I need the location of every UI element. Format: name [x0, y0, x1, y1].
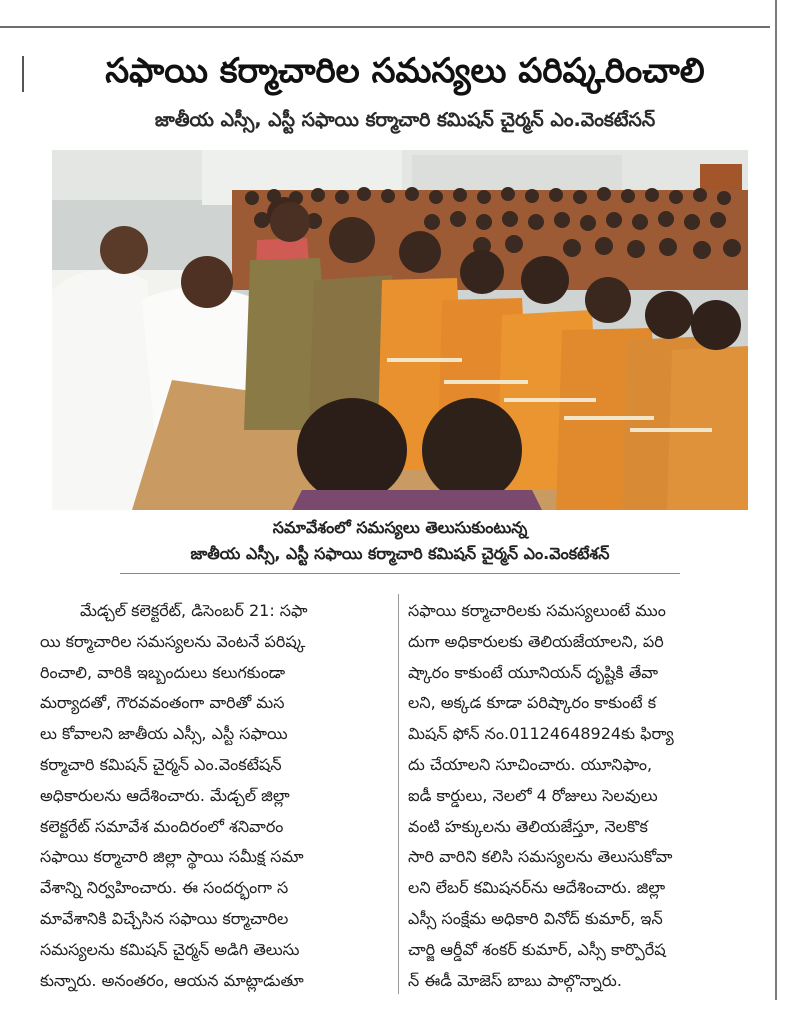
news-photo [52, 150, 748, 510]
body-line: వేశాన్ని నిర్వహించారు. ఈ సందర్భంగా స [40, 878, 289, 898]
body-line: లని లేబర్ కమిషనర్‌ను ఆదేశించారు. జిల్లా [408, 878, 666, 898]
top-rule [0, 26, 770, 28]
body-line: సారి వారిని కలిసి సమస్యలను తెలుసుకోవా [408, 847, 673, 867]
body-line: సఫాయి కర్మాచారి జిల్లా స్థాయి సమీక్ష సమా [40, 847, 304, 867]
photo-caption [52, 515, 748, 567]
body-line: ఐడీ కార్డులు, నెలలో 4 రోజులు సెలవులు [408, 785, 658, 805]
caption-line-1: సమావేశంలో సమస్యలు తెలుసుకుంటున్న [272, 518, 528, 537]
body-line: మిషన్ ఫోన్ నం.01124648924కు ఫిర్యా [408, 724, 674, 744]
body-line: చార్జి ఆర్డీవో శంకర్ కుమార్, ఎస్సీ కార్పొరేష [408, 939, 666, 959]
subheadline: జాతీయ ఎస్సీ, ఎస్టీ సఫాయి కర్మాచారి కమిషన్ చైర్మన్ ఎం.వెంకటేసన్ [154, 109, 656, 131]
body-line: మేడ్చల్ కలెక్టరేట్, డిసెంబర్ 21: సఫా [80, 601, 308, 620]
body-line: మర్యాదతో, గౌరవవంతంగా వారితో మస [40, 693, 285, 713]
body-line: అధికారులను ఆదేశించారు. మేడ్చల్ జిల్లా [40, 785, 290, 805]
body-line: ఎస్సీ సంక్షేమ అధికారి వినోద్ కుమార్, ఇన్ [408, 908, 663, 928]
caption-line-2: జాతీయ ఎస్సీ, ఎస్టీ సఫాయి కర్మాచారి కమిషన్ చైర్మన్ ఎం.వెంకటేశన్ [190, 544, 610, 563]
body-line: కున్నారు. అనంతరం, ఆయన మాట్లాడుతూ [40, 970, 304, 990]
body-line: వంటి హక్కులను తెలియజేస్తూ, నెలకొక [408, 816, 648, 836]
headline-marker [22, 56, 24, 92]
column-divider [398, 594, 399, 994]
body-line: కర్మాచారి కమిషన్ చైర్మన్ ఎం.వెంకటేషన్ [40, 754, 282, 774]
headline: సఫాయి కర్మాచారిల సమస్యలు పరిష్కరించాలి [105, 51, 705, 91]
article-body-right [408, 596, 768, 996]
body-line: రించాలి, వారికి ఇబ్బందులు కలుగకుండా [40, 662, 286, 682]
body-line: దు చేయాలని సూచించారు. యూనిఫాం, [408, 754, 653, 774]
body-line: లు కోవాలని జాతీయ ఎస్సీ, ఎస్టీ సఫాయి [40, 724, 288, 744]
caption-underline [120, 573, 680, 574]
body-line: సమస్యలను కమిషన్ చైర్మన్ అడిగి తెలుసు [40, 939, 300, 959]
body-line: సఫాయి కర్మాచారిలకు సమస్యలుంటే ముం [408, 601, 666, 620]
body-line: లని, అక్కడ కూడా పరిష్కారం కాకుంటే క [408, 693, 657, 713]
body-line: న్ ఈడీ మోజెస్ బాబు పాల్గొన్నారు. [408, 970, 622, 990]
article-body-left [40, 596, 390, 996]
meeting-photo-illustration [52, 150, 748, 510]
body-line: కలెక్టరేట్ సమావేశ మందిరంలో శనివారం [40, 816, 284, 836]
body-line: యి కర్మాచారిల సమస్యలను వెంటనే పరిష్క [40, 631, 306, 651]
body-line: దుగా అధికారులకు తెలియజేయాలని, పరి [408, 631, 664, 651]
body-line: మావేశానికి విచ్చేసిన సఫాయి కర్మాచారిల [40, 908, 289, 928]
body-line: ష్కారం కాకుంటే యూనియన్ దృష్టికి తేవా [408, 662, 659, 682]
column-border-right [775, 0, 777, 1000]
